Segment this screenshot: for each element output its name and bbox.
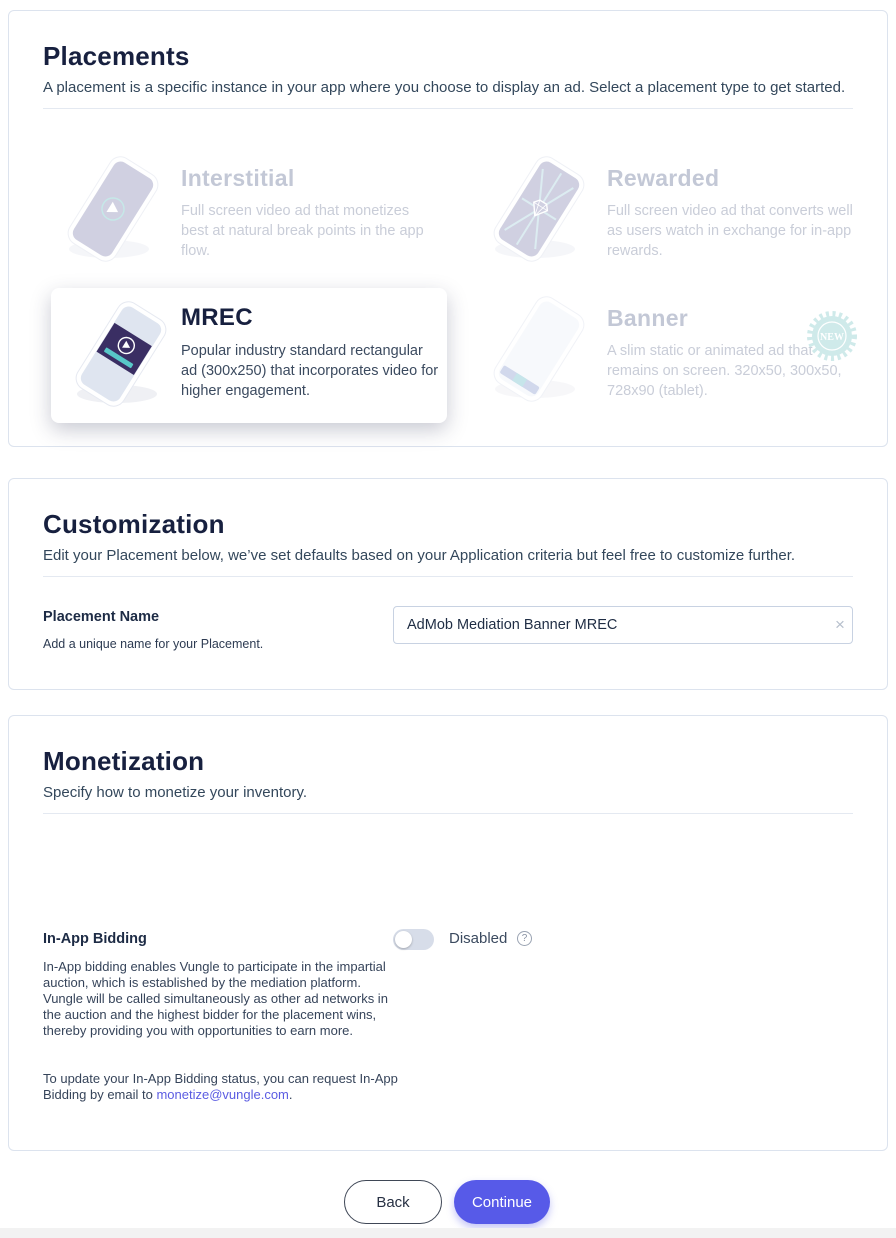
mrec-label: MREC bbox=[181, 304, 253, 331]
banner-description: A slim static or animated ad that remains on screen. 320x50, 300x50, 728x90 (tablet). bbox=[607, 343, 842, 399]
interstitial-label: Interstitial bbox=[181, 165, 295, 191]
placement-name-input[interactable] bbox=[393, 606, 853, 644]
placement-option-mrec[interactable] bbox=[51, 288, 447, 423]
monetization-subtitle: Specify how to monetize your inventory. bbox=[43, 784, 308, 801]
section-divider bbox=[43, 813, 853, 814]
monetization-card bbox=[8, 715, 888, 1151]
interstitial-phone-icon bbox=[51, 153, 175, 265]
customization-subtitle: Edit your Placement below, we’ve set defaults based on your Application criteria but feel free to customize further. bbox=[43, 547, 796, 564]
rewarded-phone-icon bbox=[477, 153, 601, 265]
rewarded-description: Full screen video ad that converts well as users watch in exchange for in-app rewards. bbox=[607, 203, 853, 259]
placement-name-label: Placement Name bbox=[43, 609, 160, 625]
banner-phone-icon bbox=[477, 293, 601, 405]
placements-card bbox=[8, 10, 888, 447]
back-button[interactable]: Back bbox=[344, 1180, 442, 1224]
customization-card bbox=[8, 478, 888, 690]
new-badge-text: NEW bbox=[820, 332, 844, 343]
note-text: To update your In-App Bidding status, you can request In-App Bidding by email to bbox=[43, 1071, 398, 1102]
rewarded-label: Rewarded bbox=[607, 165, 720, 191]
mrec-description: Popular industry standard rectangular ad (300x250) that incorporates video for higher engagement. bbox=[181, 343, 439, 399]
in-app-bidding-status: Disabled bbox=[449, 930, 508, 947]
placement-option-banner[interactable] bbox=[477, 293, 873, 428]
placement-option-interstitial[interactable] bbox=[51, 153, 447, 281]
interstitial-description: Full screen video ad that monetizes best at natural break points in the app flow. bbox=[181, 203, 424, 259]
in-app-bidding-description: In-App bidding enables Vungle to participate in the impartial auction, which is established by the mediation platform. Vungle will be called simultaneously as other ad networks in the auction and the highest bidder for the placement wins, thereby providing you with opportunities to earn more. bbox=[43, 959, 388, 1038]
customization-title: Customization bbox=[43, 509, 225, 539]
clear-input-icon[interactable]: × bbox=[835, 615, 845, 634]
placement-name-help: Add a unique name for your Placement. bbox=[43, 637, 264, 651]
new-badge-icon bbox=[805, 309, 859, 363]
monetization-title: Monetization bbox=[43, 746, 205, 776]
help-icon[interactable]: ? bbox=[517, 931, 532, 946]
note-period: . bbox=[288, 1087, 293, 1102]
continue-button[interactable]: Continue bbox=[454, 1180, 550, 1224]
section-divider bbox=[43, 108, 853, 109]
in-app-bidding-label: In-App Bidding bbox=[43, 931, 147, 947]
footer-strip bbox=[0, 1228, 896, 1238]
in-app-bidding-note bbox=[43, 1071, 399, 1103]
placements-subtitle: A placement is a specific instance in your app where you choose to display an ad. Select a placement type to get started. bbox=[43, 79, 846, 96]
in-app-bidding-toggle[interactable] bbox=[393, 929, 434, 950]
mrec-phone-icon bbox=[59, 298, 183, 410]
section-divider bbox=[43, 576, 853, 577]
placement-option-rewarded[interactable] bbox=[477, 153, 873, 281]
banner-label: Banner bbox=[607, 305, 689, 331]
monetize-email-link[interactable]: monetize@vungle.com bbox=[156, 1087, 289, 1102]
placements-title: Placements bbox=[43, 41, 190, 71]
toggle-knob bbox=[395, 931, 412, 948]
